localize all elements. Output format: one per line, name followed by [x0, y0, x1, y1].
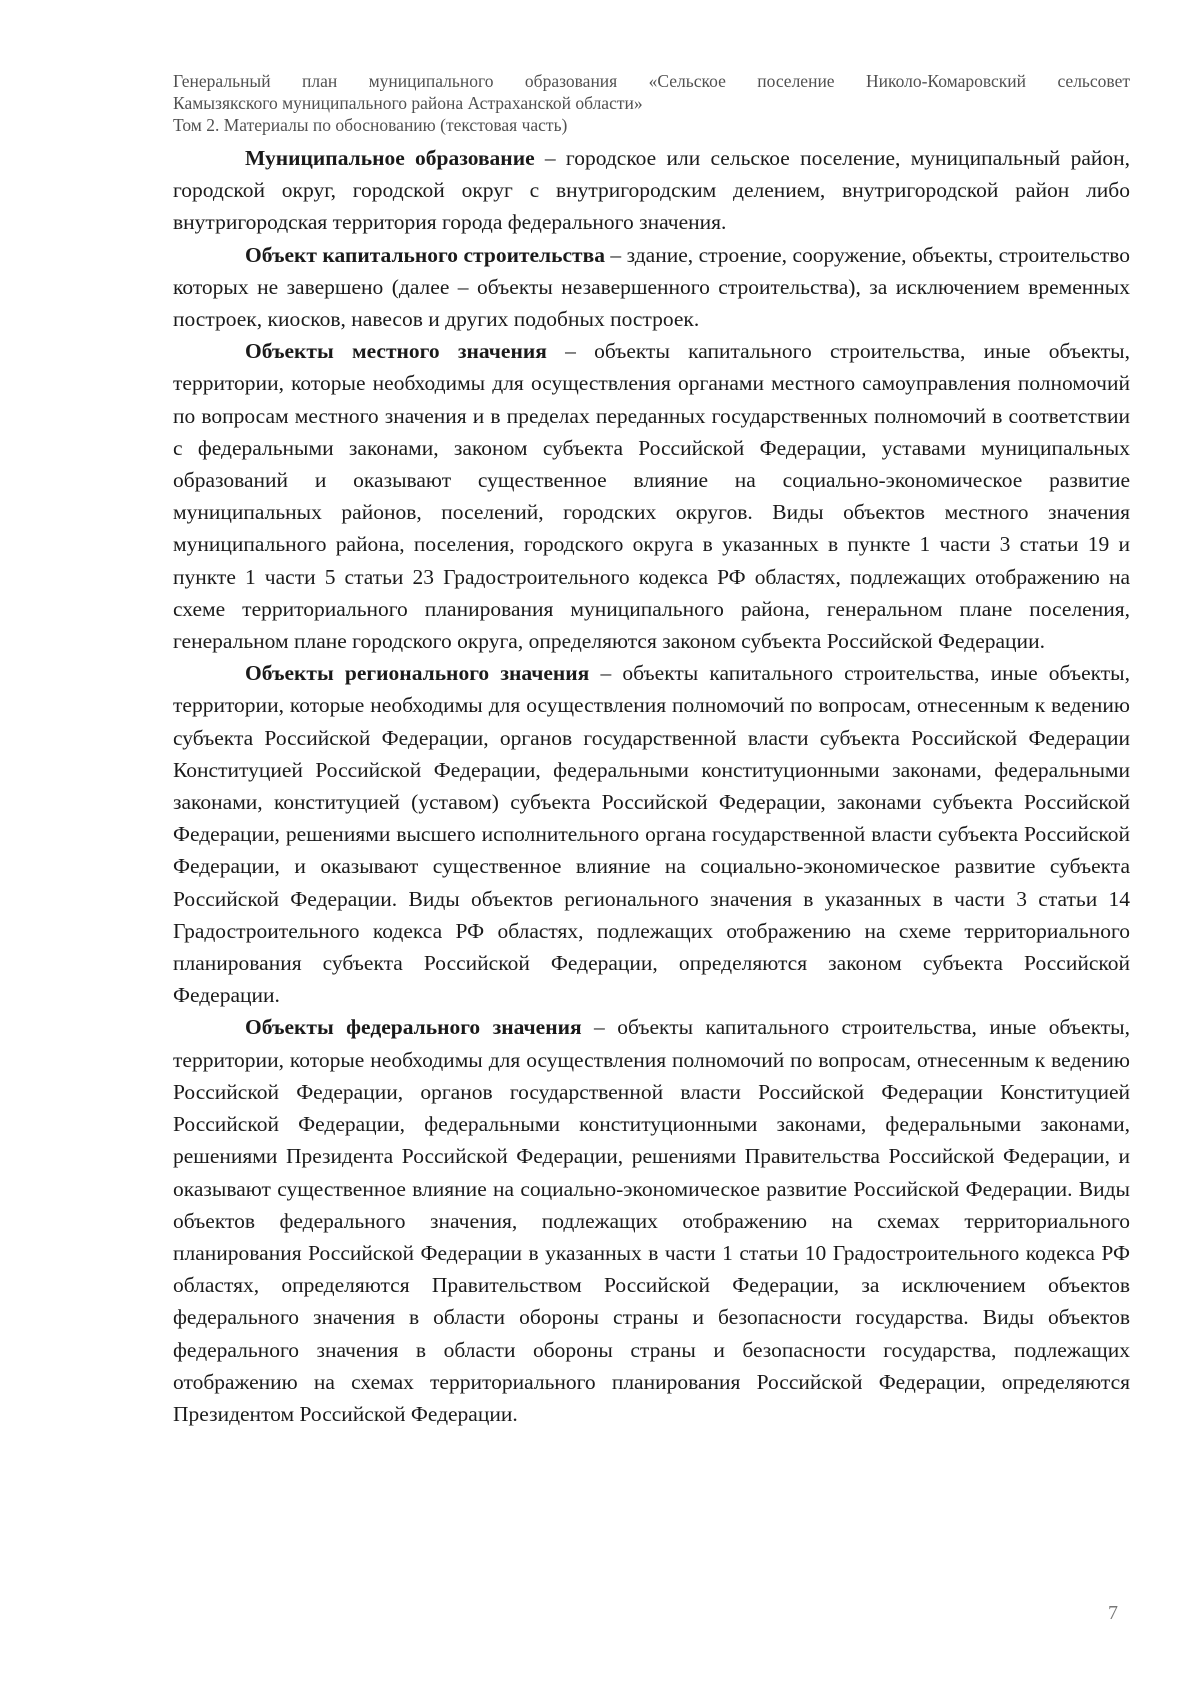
document-body [173, 142, 1130, 1430]
definition-term: Муниципальное образование [245, 146, 535, 170]
header-line-2: Камызякского муниципального района Астраханской области» [173, 93, 643, 113]
page-number: 7 [1108, 1602, 1118, 1624]
definition-text: – объекты капитального строительства, иные объекты, территории, которые необходимы для осуществления полномочий по вопросам, отнесенным к ведению Российской Федерации, органов государственной власти Российской Федерации Конституцией Российской Федерации, федеральными конституционными законами, федеральными законами, решениями Президента Российской Федерации, решениями Правительства Российской Федерации, и оказывают существенное влияние на социально-экономическое развитие Российской Федерации. Виды объектов федерального значения, подлежащих отображению на схемах территориального планирования Российской Федерации в указанных в части 1 статьи 10 Градостроительного кодекса РФ областях, определяются Правительством Российской Федерации, за исключением объектов федерального значения в области обороны страны и безопасности государства. Виды объектов федерального значения в области обороны страны и безопасности государства, подлежащих отображению на схемах территориального планирования Российской Федерации, определяются Президентом Российской Федерации. [173, 1015, 1130, 1426]
definition-local-objects [173, 335, 1130, 657]
definition-capital-construction-object [173, 239, 1130, 336]
definition-term: Объекты регионального значения [245, 661, 590, 686]
definition-text: – объекты капитального строительства, иные объекты, территории, которые необходимы для осуществления органами местного самоуправления полномочий по вопросам местного значения и в пределах переданных государственных полномочий в соответствии с федеральными законами, законом субъекта Российской Федерации, уставами муниципальных образований и оказывают существенное влияние на социально-экономическое развитие муниципальных районов, поселений, городских округов. Виды объектов местного значения муниципального района, поселения, городского округа в указанных в пункте 1 части 3 статьи 19 и пункте 1 части 5 статьи 23 Градостроительного кодекса РФ областях, подлежащих отображению на схеме территориального планирования муниципального района, генеральном плане поселения, генеральном плане городского округа, определяются законом субъекта Российской Федерации. [173, 339, 1130, 654]
definition-text: – городское или сельское поселение, муниципальный район, городской округ, городской округ с внутригородским делением, внутригородской район либо внутригородская территория города федерального значения. [173, 146, 1130, 235]
definition-federal-objects [173, 1011, 1130, 1430]
definition-term: Объект капитального строительства [245, 242, 605, 267]
definition-municipal-formation [173, 142, 1130, 239]
definition-text: – здание, строение, сооружение, объекты, строительство которых не завершено (далее – объекты незавершенного строительства), за исключением временных построек, киосков, навесов и других подобных построек. [173, 242, 1130, 332]
definition-text: – объекты капитального строительства, иные объекты, территории, которые необходимы для осуществления полномочий по вопросам, отнесенным к ведению субъекта Российской Федерации, органов государственной власти субъекта Российской Федерации Конституцией Российской Федерации, федеральными конституционными законами, федеральными законами, конституцией (уставом) субъекта Российской Федерации, законами субъекта Российской Федерации, решениями высшего исполнительного органа государственной власти субъекта Российской Федерации, и оказывают существенное влияние на социально-экономическое развитие субъекта Российской Федерации. Виды объектов регионального значения в указанных в части 3 статьи 14 Градостроительного кодекса РФ областях, подлежащих отображению на схеме территориального планирования субъекта Российской Федерации, определяются законом субъекта Российской Федерации. [173, 661, 1130, 1008]
definition-term: Объекты федерального значения [245, 1015, 582, 1040]
definition-regional-objects [173, 657, 1130, 1011]
running-header [173, 70, 1130, 136]
definition-term: Объекты местного значения [245, 339, 547, 364]
header-line-3: Том 2. Материалы по обоснованию (текстовая часть) [173, 115, 568, 135]
header-line-1: Генеральный план муниципального образования «Сельское поселение Николо-Комаровский сельсовет [173, 71, 1130, 91]
